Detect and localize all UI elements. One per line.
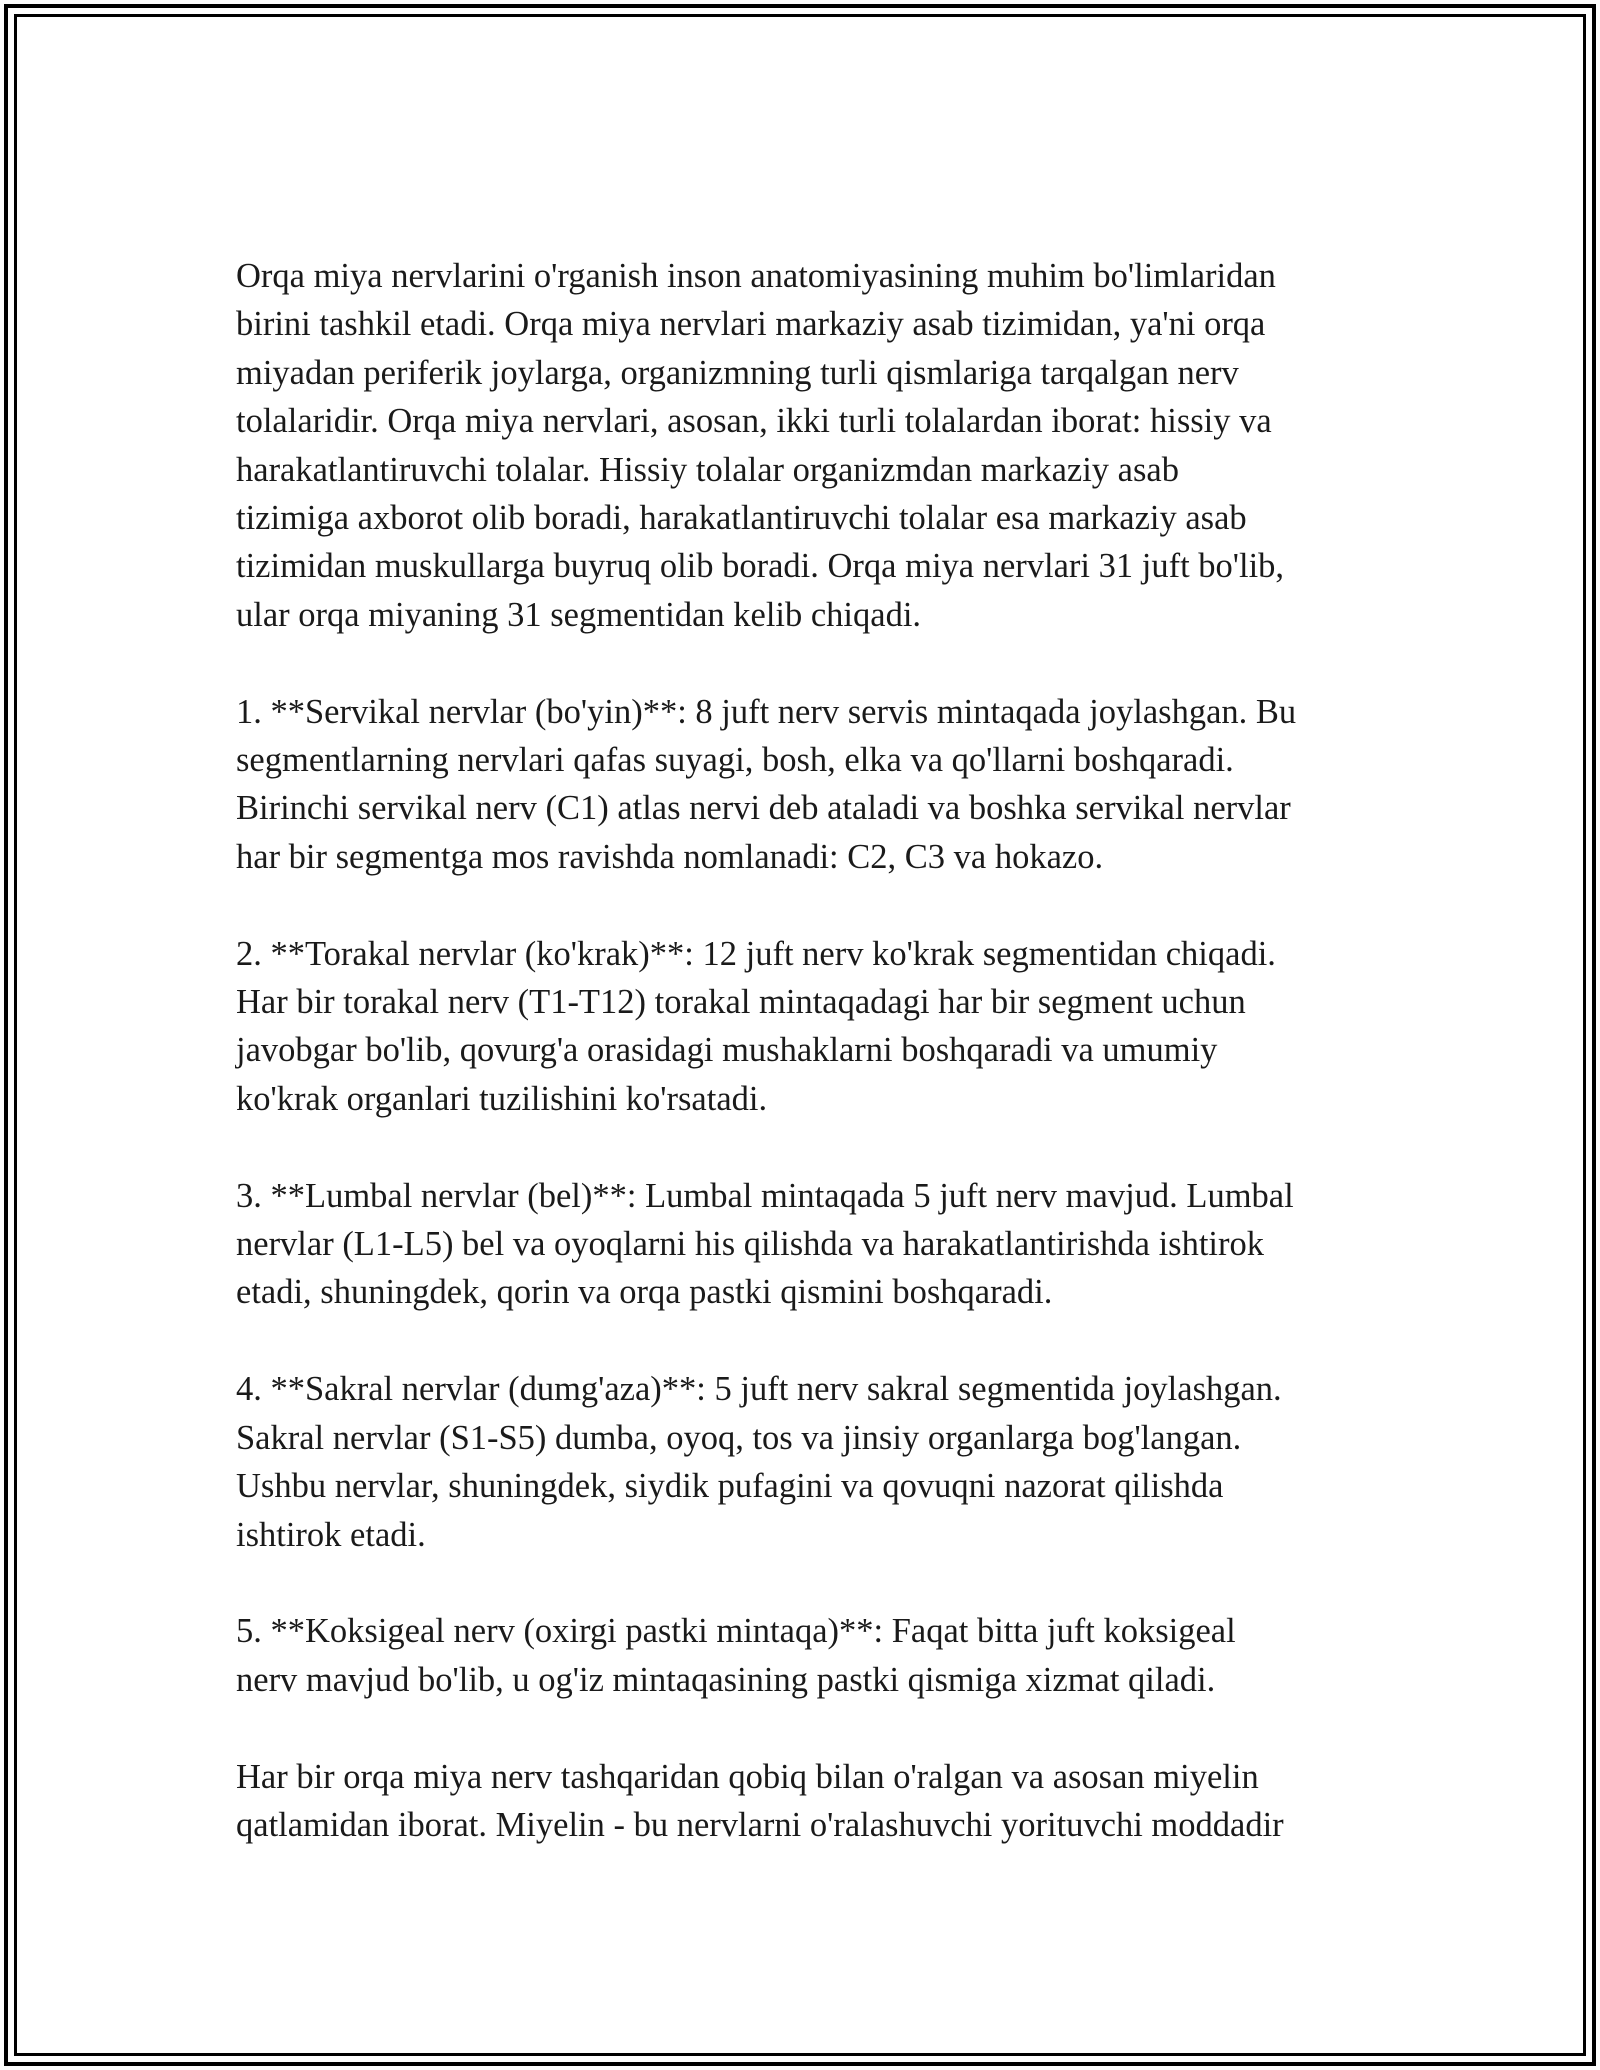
paragraph-coccygeal-nerve: 5. **Koksigeal nerv (oxirgi pastki mintaqa)**: Faqat bitta juft koksigeal nerv mavjud bo'lib, u og'iz mintaqasining pastki qismiga xizmat qiladi. <box>236 1612 1236 1699</box>
paragraph-thoracic-nerves: 2. **Torakal nervlar (ko'krak)**: 12 juft nerv ko'krak segmentidan chiqadi. Har bir torakal nerv (T1-T12) torakal mintaqadagi har bir segment uchun javobgar bo'lib, qovurg'a orasidagi mushaklarni boshqaradi va umumiy ko'krak organlari tuzilishini ko'rsatadi. <box>236 934 1276 1118</box>
paragraph-sacral-nerves: 4. **Sakral nervlar (dumg'aza)**: 5 juft nerv sakral segmentida joylashgan. Sakral nervlar (S1-S5) dumba, oyoq, tos va jinsiy organlarga bog'langan. Ushbu nervlar, shuningdek, siydik pufagini va qovuqni nazorat qilishda ishtirok etadi. <box>236 1370 1282 1554</box>
paragraph-lumbar-nerves: 3. **Lumbal nervlar (bel)**: Lumbal mintaqada 5 juft nerv mavjud. Lumbal nervlar (L1-L5) bel va oyoqlarni his qilishda va harakatlantirishda ishtirok etadi, shuningdek, qorin va orqa pastki qismini boshqaradi. <box>236 1176 1294 1312</box>
document-body <box>236 252 1386 1849</box>
paragraph-intro: Orqa miya nervlarini o'rganish inson anatomiyasining muhim bo'limlaridan birini tashkil etadi. Orqa miya nervlari markaziy asab tizimidan, ya'ni orqa miyadan periferik joylarga, organizmning turli qismlariga tarqalgan nerv tolalaridir. Orqa miya nervlari, asosan, ikki turli tolalardan iborat: hissiy va harakatlantiruvchi tolalar. Hissiy tolalar organizmdan markaziy asab tizimiga axborot olib boradi, harakatlantiruvchi tolalar esa markaziy asab tizimidan muskullarga buyruq olib boradi. Orqa miya nervlari 31 juft bo'lib, ular orqa miyaning 31 segmentidan kelib chiqadi. <box>236 257 1285 634</box>
paragraph-myelin: Har bir orqa miya nerv tashqaridan qobiq bilan o'ralgan va asosan miyelin qatlamidan iborat. Miyelin - bu nervlarni o'ralashuvchi yorituvchi moddadir <box>236 1757 1284 1844</box>
paragraph-cervical-nerves: 1. **Servikal nervlar (bo'yin)**: 8 juft nerv servis mintaqada joylashgan. Bu segmentlarning nervlari qafas suyagi, bosh, elka va qo'llarni boshqaradi. Birinchi servikal nerv (C1) atlas nervi deb ataladi va boshka servikal nervlar har bir segmentga mos ravishda nomlanadi: C2, C3 va hokazo. <box>236 692 1297 876</box>
